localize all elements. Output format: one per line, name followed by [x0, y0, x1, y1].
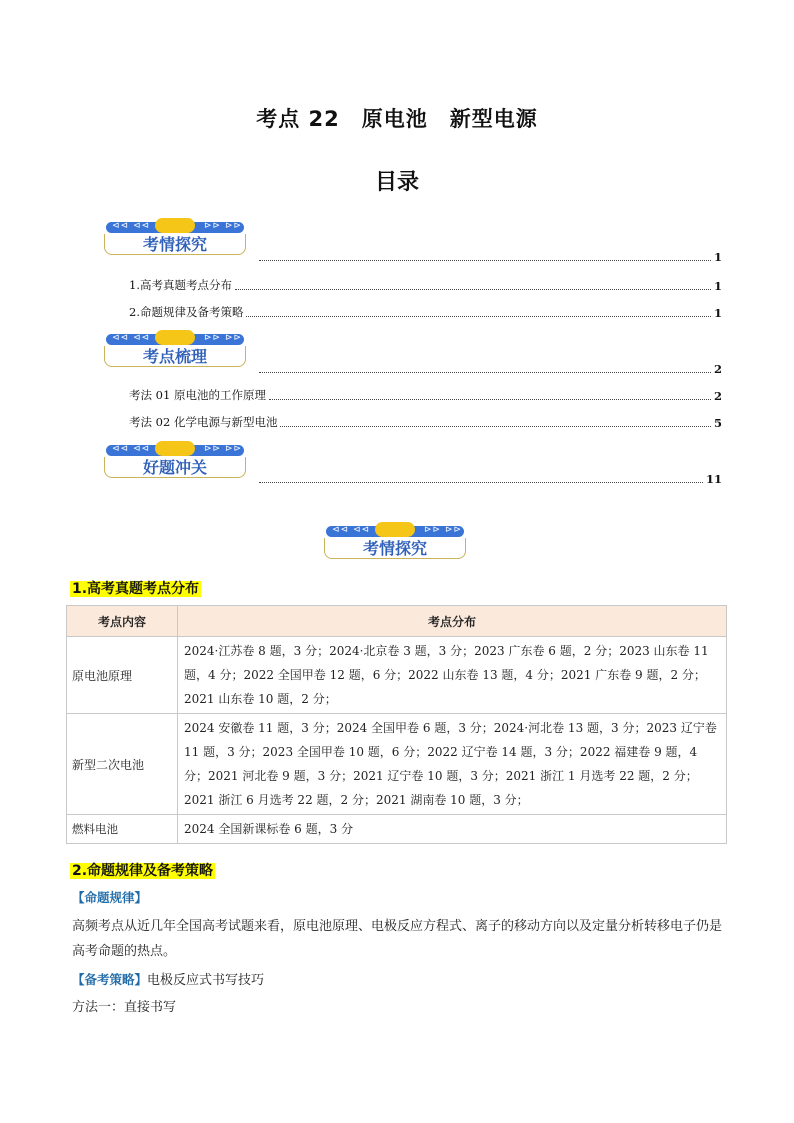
- toc-page: 2: [713, 389, 722, 403]
- arrow-left-icon: ⊲⊲ ⊲⊲: [332, 525, 371, 535]
- banner-pill: [155, 218, 195, 233]
- arrow-left-icon: ⊲⊲ ⊲⊲: [112, 444, 151, 454]
- toc-entry[interactable]: [256, 472, 722, 486]
- toc-page: 2: [713, 362, 722, 376]
- toc-entry[interactable]: [256, 362, 722, 376]
- toc-page: 5: [713, 416, 722, 430]
- toc-label: 2.命题规律及备考策略: [129, 305, 244, 319]
- toc-page: 11: [705, 472, 722, 486]
- rule-text: 高频考点从近几年全国高考试题来看，原电池原理、电极反应方程式、离子的移动方向以及定量分析转移电子仍是高考命题的热点。: [72, 919, 723, 959]
- toc-entry[interactable]: [129, 304, 722, 320]
- rule-label: 【命题规律】: [72, 890, 148, 905]
- toc-page: 1: [713, 250, 722, 264]
- table-cell-topic: 原电池原理: [67, 637, 178, 714]
- arrow-right-icon: ⊳⊳ ⊳⊳: [204, 333, 243, 343]
- toc-badge-label: 考点梳理: [142, 347, 207, 366]
- banner-pill: [375, 522, 415, 537]
- section-heading: 1.高考真题考点分布: [72, 581, 200, 597]
- toc-entry[interactable]: [129, 387, 722, 403]
- toc-badge-haoti[interactable]: [104, 443, 246, 479]
- arrow-right-icon: ⊳⊳ ⊳⊳: [204, 221, 243, 231]
- toc-badge-label: 考情探究: [142, 235, 207, 254]
- table-header: 考点内容: [67, 606, 178, 637]
- arrow-left-icon: ⊲⊲ ⊲⊲: [112, 333, 151, 343]
- table-cell-topic: 新型二次电池: [67, 714, 178, 815]
- toc-badge-kaoqing[interactable]: [104, 220, 246, 256]
- table-cell-dist: 2024 安徽卷 11 题，3 分；2024 全国甲卷 6 题，3 分；2024·河北卷 13 题，3 分；2023 辽宁卷 11 题，3 分；2023 全国甲卷 10 题，6 分；2022 辽宁卷 14 题，3 分；2022 福建卷 9 题，4 分；2021 河北卷 9 题，3 分；2021 辽宁卷 10 题，3 分；2021 浙江 1 月选考 22 题，2 分；2021 浙江 6 月选考 22 题，2 分；2021 湖南卷 10 题，3 分；: [178, 714, 727, 815]
- section-badge-kaoqing: [324, 524, 466, 560]
- strategy-text: 电极反应式书写技巧: [147, 973, 265, 988]
- toc-page: 1: [713, 279, 722, 293]
- toc-label: 考法 02 化学电源与新型电池: [129, 415, 278, 429]
- toc-entry[interactable]: [129, 277, 722, 293]
- arrow-left-icon: ⊲⊲ ⊲⊲: [112, 221, 151, 231]
- toc-label: 考法 01 原电池的工作原理: [129, 388, 266, 402]
- table-header-row: [67, 606, 727, 637]
- table-row: [67, 637, 727, 714]
- method-text: 方法一：直接书写: [72, 1000, 177, 1015]
- toc-badge-label: 好题冲关: [142, 458, 207, 477]
- table-row: [67, 815, 727, 844]
- table-cell-topic: 燃料电池: [67, 815, 178, 844]
- table-cell-dist: 2024 全国新课标卷 6 题，3 分: [178, 815, 727, 844]
- toc-badge-kaodian[interactable]: [104, 332, 246, 368]
- toc-page: 1: [713, 306, 722, 320]
- banner-pill: [155, 441, 195, 456]
- section-badge-label: 考情探究: [362, 539, 427, 558]
- arrow-right-icon: ⊳⊳ ⊳⊳: [204, 444, 243, 454]
- strategy-label: 【备考策略】: [72, 972, 148, 987]
- table-cell-dist: 2024·江苏卷 8 题，3 分；2024·北京卷 3 题，3 分；2023 广东卷 6 题，2 分；2023 山东卷 11 题，4 分；2022 全国甲卷 12 题，6 分；2022 山东卷 13 题，4 分；2021 广东卷 9 题，2 分；2021 山东卷 10 题，2 分；: [178, 637, 727, 714]
- toc-heading: 目录: [374, 170, 419, 195]
- banner-pill: [155, 330, 195, 345]
- toc-entry[interactable]: [256, 250, 722, 264]
- section-heading: 2.命题规律及备考策略: [72, 863, 214, 879]
- page-title: 考点 22 原电池 新型电源: [256, 107, 538, 131]
- table-header: 考点分布: [178, 606, 727, 637]
- table-row: [67, 714, 727, 815]
- exam-distribution-table: [66, 605, 727, 844]
- arrow-right-icon: ⊳⊳ ⊳⊳: [424, 525, 463, 535]
- toc-entry[interactable]: [129, 414, 722, 430]
- toc-label: 1.高考真题考点分布: [129, 278, 232, 292]
